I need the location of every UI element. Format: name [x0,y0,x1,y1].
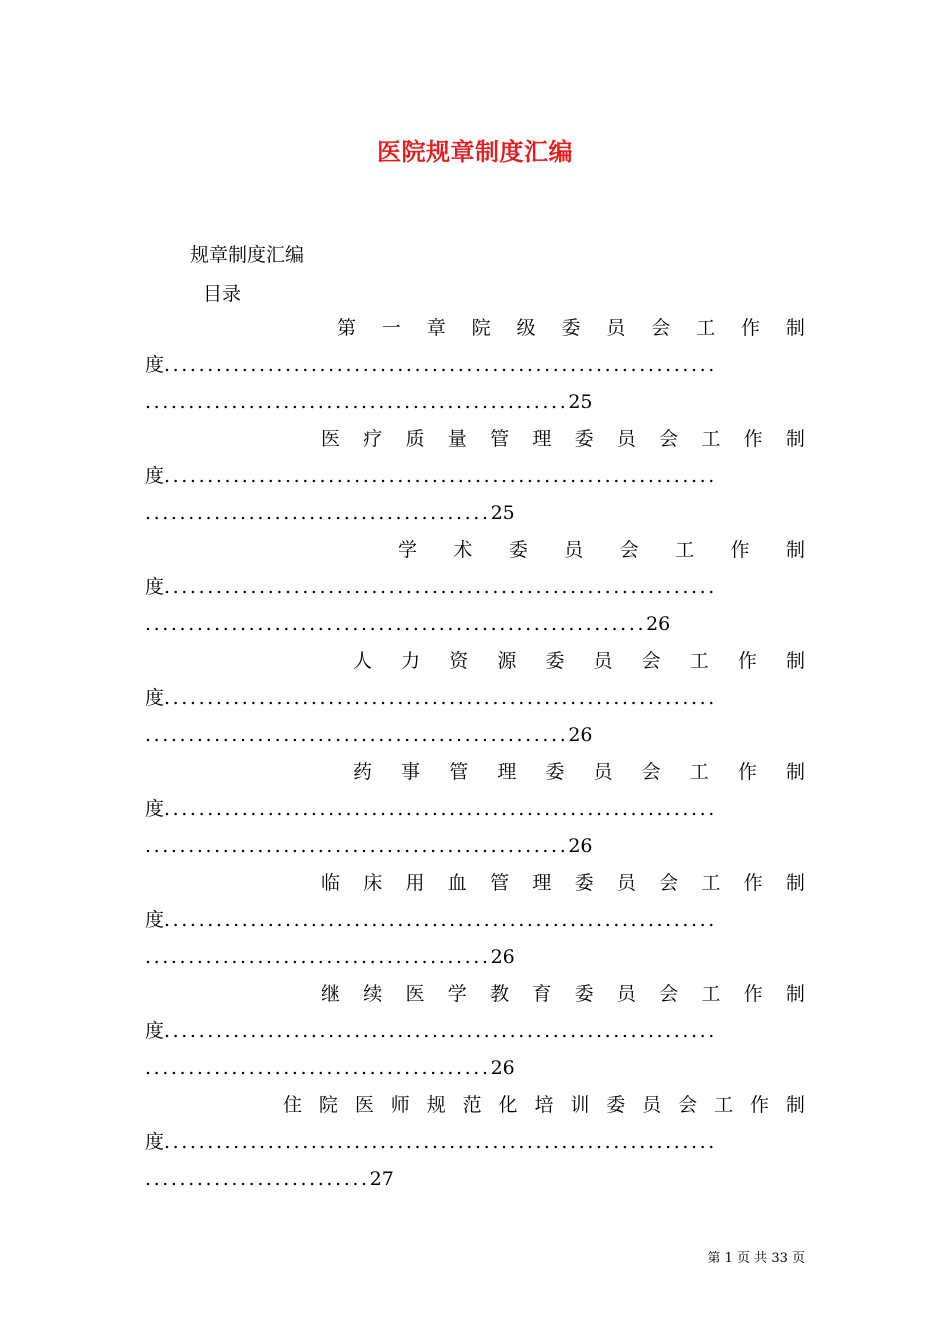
toc-page-number: 26 [568,835,593,857]
toc-entry-page-line: ..........................27 [145,1168,394,1190]
toc-entry-leader: 度................................................................ [145,909,717,931]
toc-entry-leader: 度................................................................ [145,576,717,598]
toc-entry-title: 第 一 章 院 级 委 员 会 工 作 制 [337,317,805,339]
toc-entry[interactable] [145,754,805,865]
toc-entry[interactable] [145,532,805,643]
toc-entry-leader: 度................................................................ [145,687,717,709]
toc-entry-page-line: .................................................25 [145,391,593,413]
toc-entry-leader: 度................................................................ [145,465,717,487]
toc-entry-leader: 度................................................................ [145,1020,717,1042]
toc-entry-leader: 度................................................................ [145,798,717,820]
page-footer: 第 1 页 共 33 页 [707,1251,805,1266]
toc-page-number: 26 [490,1057,515,1079]
toc-entry-title: 医 疗 质 量 管 理 委 员 会 工 作 制 [321,428,805,450]
toc-entry[interactable] [145,643,805,754]
toc-entry-leader: 度................................................................ [145,354,717,376]
toc-entry-title: 学 术 委 员 会 工 作 制 [398,539,805,561]
document-subtitle: 规章制度汇编 [190,244,305,266]
toc-entry-page-line: .................................................26 [145,724,593,746]
toc-entry[interactable] [145,1087,805,1198]
toc-entry-page-line: ..........................................................26 [145,613,671,635]
toc-entry-title: 继 续 医 学 教 育 委 员 会 工 作 制 [321,983,805,1005]
toc-entry-title: 临 床 用 血 管 理 委 员 会 工 作 制 [321,872,805,894]
toc-entry[interactable] [145,310,805,421]
toc-entry-title: 药 事 管 理 委 员 会 工 作 制 [353,761,805,783]
toc-page-number: 25 [568,391,593,413]
toc-entry-page-line: ........................................25 [145,502,515,524]
toc-entry[interactable] [145,421,805,532]
toc-entry-title: 人 力 资 源 委 员 会 工 作 制 [353,650,805,672]
toc-entry[interactable] [145,976,805,1087]
toc-page-number: 26 [490,946,515,968]
toc-heading: 目录 [203,283,242,305]
toc-entry-page-line: .................................................26 [145,835,593,857]
toc-entry[interactable] [145,865,805,976]
toc-entry-title: 住 院 医 师 规 范 化 培 训 委 员 会 工 作 制 [283,1094,805,1116]
toc-page-number: 27 [369,1168,394,1190]
page-title: 医院规章制度汇编 [377,137,573,166]
toc-entry-leader: 度................................................................ [145,1131,717,1153]
toc-entry-page-line: ........................................26 [145,946,515,968]
toc-page-number: 26 [568,724,593,746]
toc-entry-page-line: ........................................26 [145,1057,515,1079]
toc-page-number: 26 [646,613,671,635]
toc-page-number: 25 [490,502,515,524]
